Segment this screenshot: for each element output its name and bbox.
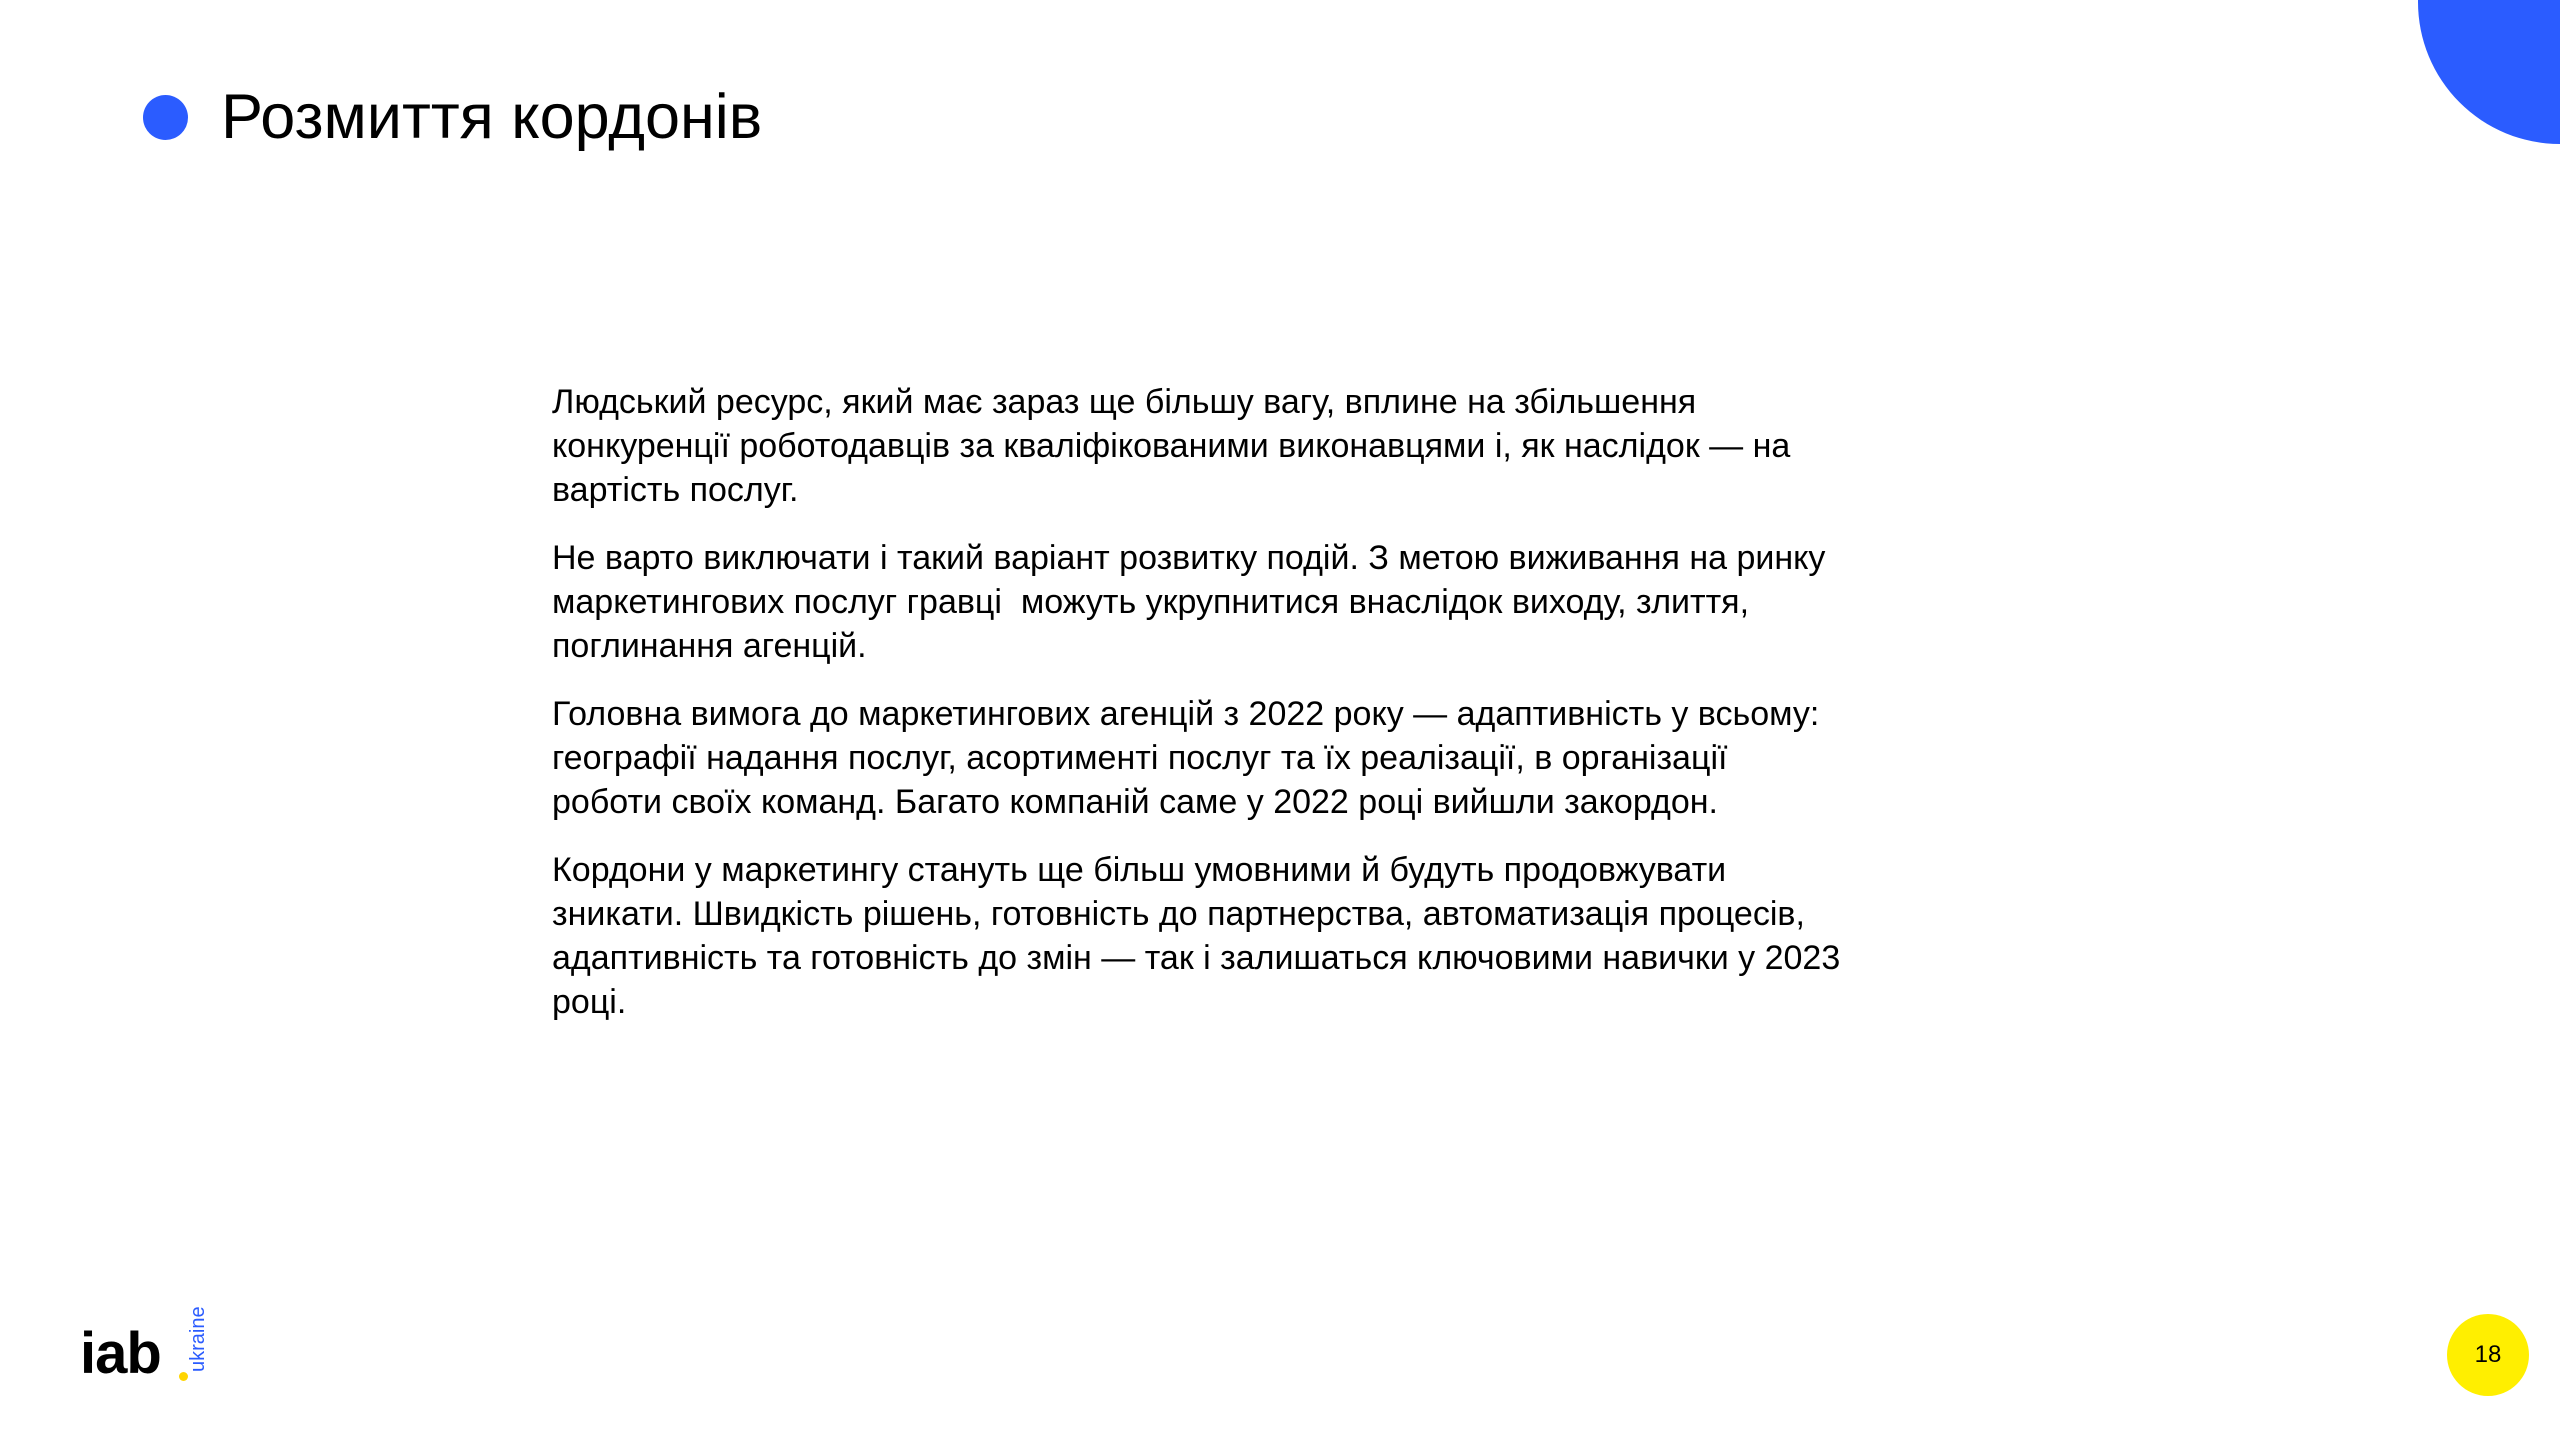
paragraph-3: Головна вимога до маркетингових агенцій з 2022 року — адаптивність у всьому: географії надання послуг, асортименті послуг та їх реалізації, в організації роботи своїх команд. Багато компаній саме у 2022 році вийшли закордон. bbox=[552, 695, 1820, 821]
title-bullet-dot bbox=[143, 95, 188, 140]
logo-main-text: iab bbox=[80, 1321, 161, 1386]
slide-title: Розмиття кордонів bbox=[221, 82, 763, 152]
body-text bbox=[552, 380, 2012, 1048]
logo-sub-text: ukraine bbox=[187, 1306, 209, 1372]
paragraph-4: Кордони у маркетингу стануть ще більш умовними й будуть продовжувати зникати. Швидкість рішень, готовність до партнерства, автоматизація процесів, адаптивність та готовність до змін — так і залишаться ключовими навички у 2023 році. bbox=[552, 851, 1841, 1021]
paragraph-1: Людський ресурс, який має зараз ще більшу вагу, вплине на збільшення конкуренції роботодавців за кваліфікованими виконавцями і, як наслідок — на вартість послуг. bbox=[552, 383, 1791, 509]
paragraph-2: Не варто виключати і такий варіант розвитку подій. З метою виживання на ринку маркетингових послуг гравці можуть укрупнитися внаслідок виходу, злиття, поглинання агенцій. bbox=[552, 539, 1826, 665]
iab-ukraine-logo bbox=[80, 1296, 220, 1396]
logo-dot bbox=[179, 1372, 188, 1381]
page-number-badge: 18 bbox=[2447, 1314, 2529, 1396]
corner-decoration-circle bbox=[2418, 0, 2560, 144]
